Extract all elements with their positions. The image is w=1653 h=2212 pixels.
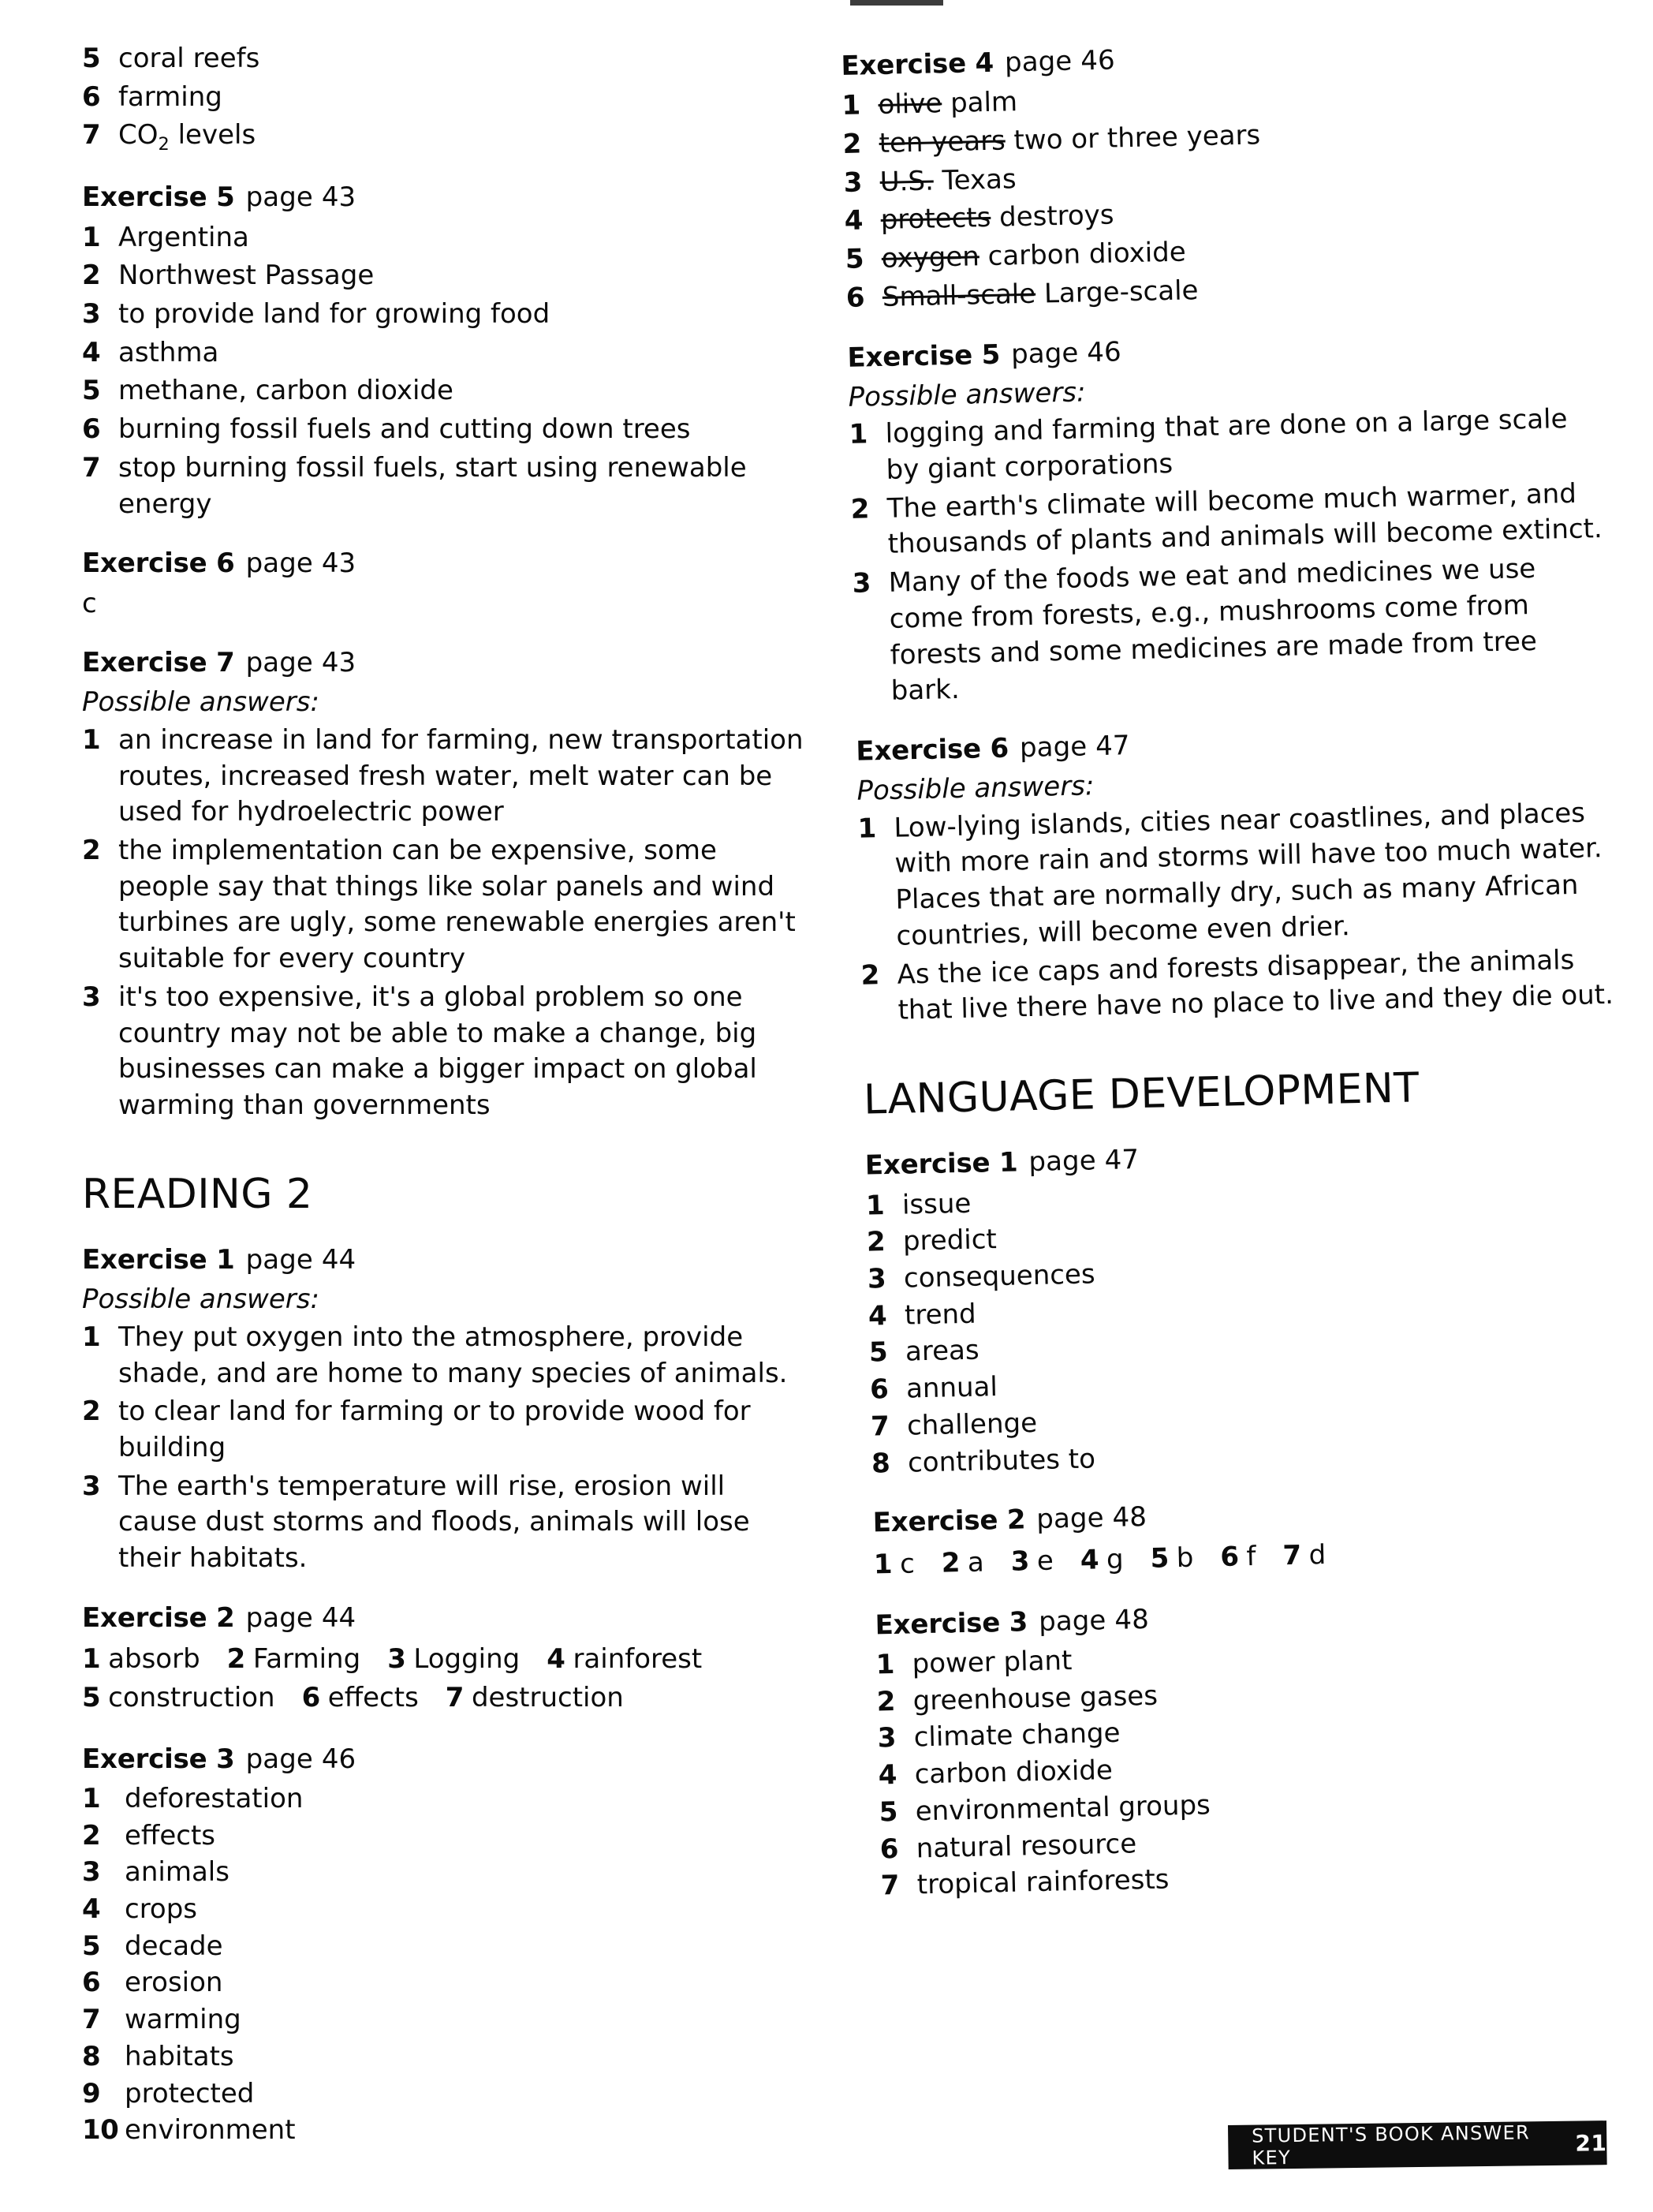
item-text: rainforest — [573, 1643, 703, 1676]
exercise-page-ref: page 48 — [1035, 1501, 1147, 1536]
list-item — [857, 795, 1618, 956]
list-item — [82, 450, 808, 522]
list-item — [82, 373, 808, 409]
list-item — [82, 980, 808, 1124]
item-number: 4 — [878, 1759, 897, 1792]
item-number: 5 — [879, 1795, 898, 1829]
exercise-heading-5 — [82, 180, 808, 215]
item-number: 2 — [850, 493, 870, 525]
item-number: 4 — [1080, 1543, 1099, 1576]
exercise-label: Exercise 2 — [872, 1504, 1026, 1539]
item-text: erosion — [125, 1967, 223, 1999]
exercise-page-ref: page 47 — [1019, 730, 1131, 764]
list-item — [82, 1929, 808, 1965]
item-text: greenhouse gases — [912, 1680, 1159, 1717]
item-number: 3 — [82, 1856, 101, 1889]
item-text: a — [967, 1546, 985, 1579]
item-number: 6 — [879, 1833, 899, 1866]
item-number: 5 — [82, 1930, 101, 1962]
item-text: Logging — [413, 1643, 521, 1676]
item-number: 1 — [82, 221, 101, 253]
item-number: 2 — [941, 1546, 961, 1579]
item-text: animals — [125, 1856, 229, 1889]
item-text: Farming — [252, 1643, 361, 1676]
item-number: 1 — [82, 1782, 101, 1814]
exercise-label: Exercise 2 — [82, 1601, 235, 1634]
item-text: consequences — [903, 1258, 1096, 1295]
item-text: methane, carbon dioxide — [118, 375, 453, 407]
item-text: areas — [905, 1335, 980, 1369]
item-text: protected — [125, 2077, 255, 2109]
list-item — [82, 1320, 808, 1392]
item-number: 2 — [860, 958, 880, 992]
list-item — [82, 258, 808, 294]
list-item — [82, 297, 808, 333]
item-text: tropical rainforests — [916, 1863, 1170, 1901]
item-number: 3 — [867, 1263, 886, 1295]
item-number: 4 — [82, 336, 101, 368]
item-text: logging and farming that are done on a large scale by giant corporations — [885, 403, 1568, 486]
item-text: e — [1036, 1545, 1054, 1577]
item-number: 7 — [1282, 1539, 1302, 1571]
list-item — [849, 401, 1607, 489]
item-number: 1 — [873, 1548, 893, 1581]
exercise-heading-6 — [82, 546, 808, 581]
item-text: natural resource — [916, 1827, 1137, 1865]
item-text: b — [1176, 1541, 1194, 1574]
item-text: Northwest Passage — [118, 260, 375, 292]
possible-answers-label: Possible answers: — [82, 1283, 319, 1316]
item-text: habitats — [125, 2040, 234, 2072]
item-number: 1 — [82, 723, 101, 756]
ld-exercise-3-answers — [875, 1631, 1638, 1905]
subscript: 2 — [158, 134, 170, 155]
item-text: destruction — [471, 1682, 624, 1714]
item-number: 3 — [852, 567, 871, 600]
exercise-heading-7 — [82, 645, 808, 680]
item-number: 7 — [870, 1411, 890, 1443]
exercise-page-ref: page 44 — [245, 1244, 356, 1276]
exercise-4-corrections — [841, 72, 1603, 316]
crop-mark — [850, 0, 943, 6]
item-number: 7 — [82, 119, 101, 151]
exercise-6-right-answers — [857, 795, 1619, 1030]
item-text: climate change — [913, 1717, 1121, 1754]
item-number: 3 — [387, 1643, 406, 1676]
item-text: predict — [902, 1224, 998, 1257]
exercise-label: Exercise 4 — [841, 47, 994, 82]
item-number: 7 — [82, 451, 101, 484]
item-number: 5 — [868, 1336, 888, 1369]
item-number: 6 — [1219, 1541, 1239, 1573]
struck-word: olive — [878, 88, 942, 121]
item-text: environmental groups — [915, 1789, 1211, 1828]
item-number: 2 — [82, 834, 101, 866]
exercise-label: Exercise 6 — [856, 732, 1009, 768]
struck-word: Small-scale — [882, 278, 1036, 313]
exercise-label: Exercise 1 — [82, 1244, 235, 1276]
list-item — [82, 1965, 808, 2001]
item-number: 4 — [844, 204, 864, 237]
possible-answers-label: Possible answers: — [82, 686, 319, 719]
struck-word: protects — [880, 202, 991, 237]
section-title-language-development: LANGUAGE DEVELOPMENT — [863, 1064, 1420, 1124]
item-number: 6 — [82, 413, 101, 446]
exercise-label: Exercise 5 — [847, 338, 1001, 374]
exercise-page-ref: page 43 — [245, 547, 356, 580]
item-text: carbon dioxide — [914, 1754, 1114, 1791]
item-number: 6 — [869, 1373, 889, 1406]
possible-answers-label: Possible answers: — [856, 770, 1095, 807]
item-number: 1 — [82, 1643, 101, 1676]
list-item — [82, 2002, 808, 2038]
item-text: $CO_2$ levels — [118, 119, 256, 155]
exercise-label: Exercise 1 — [864, 1146, 1018, 1183]
item-text: They put oxygen into the atmosphere, provide shade, and are home to many species of animals. — [118, 1321, 788, 1389]
exercise-5-answers — [82, 220, 808, 523]
item-number: 3 — [1010, 1545, 1030, 1578]
item-number: 1 — [82, 1321, 101, 1353]
item-text: The earth's climate will become much warmer, and thousands of plants and animals will become extinct. — [886, 477, 1603, 561]
continued-answer-list — [82, 41, 808, 156]
item-text: Many of the foods we eat and medicines we use come from forests, e.g., mushrooms come from forests and some medicines are made from tree bark. — [888, 553, 1538, 708]
corrected-word: two or three years — [1013, 119, 1261, 157]
exercise-page-ref: page 46 — [1010, 335, 1122, 370]
item-number: 8 — [82, 2040, 101, 2072]
item-number: 5 — [845, 243, 864, 275]
exercise-5-right-answers — [849, 401, 1612, 711]
item-text: g — [1106, 1543, 1125, 1575]
reading2-exercise-3-answers — [82, 1781, 808, 2149]
item-number: 1 — [875, 1649, 895, 1681]
item-text: an increase in land for farming, new transportation routes, increased fresh water, melt water can be used for hydroelectric power — [118, 723, 804, 828]
exercise-label: Exercise 6 — [82, 547, 235, 580]
item-number: 1 — [849, 418, 868, 451]
item-text: annual — [905, 1371, 998, 1405]
item-number: 6 — [82, 1967, 101, 1999]
list-item — [82, 833, 808, 977]
item-number: 3 — [843, 166, 863, 199]
item-number: 1 — [865, 1189, 885, 1222]
item-text: trend — [904, 1298, 977, 1332]
item-number: 6 — [82, 80, 101, 113]
item-text: decade — [125, 1930, 223, 1962]
list-item — [860, 941, 1619, 1029]
section-title-reading-2: READING 2 — [82, 1170, 313, 1218]
item-number: 5 — [1150, 1541, 1170, 1575]
exercise-page-ref: page 43 — [245, 647, 356, 679]
item-number: 4 — [868, 1299, 887, 1332]
item-text: contributes to — [907, 1443, 1096, 1479]
exercise-heading-reading2-1 — [82, 1242, 808, 1277]
item-number: 6 — [301, 1682, 320, 1714]
list-item — [850, 476, 1609, 564]
item-text: deforestation — [125, 1782, 304, 1814]
exercise-heading-reading2-2 — [82, 1601, 808, 1635]
item-number: 3 — [82, 981, 101, 1013]
item-number: 2 — [82, 1396, 101, 1428]
item-text: effects — [125, 1819, 215, 1851]
item-text: asthma — [118, 336, 219, 368]
list-item — [82, 2039, 808, 2076]
item-text: f — [1246, 1540, 1256, 1572]
corrected-word: destroys — [998, 199, 1114, 234]
corrected-word: palm — [950, 86, 1018, 120]
list-item — [82, 1892, 808, 1928]
item-number: 1 — [841, 89, 861, 122]
item-number: 2 — [226, 1643, 245, 1676]
item-number: 2 — [876, 1685, 896, 1718]
item-text: the implementation can be expensive, some people say that things like solar panels and wind turbines are ugly, some renewable energies aren't suitable for every country — [118, 834, 796, 975]
exercise-7-answers — [82, 723, 808, 1124]
item-number: 8 — [871, 1447, 890, 1480]
item-number: 3 — [877, 1722, 897, 1754]
exercise-label: Exercise 7 — [82, 647, 235, 679]
item-number: 2 — [842, 128, 862, 160]
exercise-page-ref: page 46 — [1004, 44, 1116, 79]
item-text: d — [1308, 1538, 1327, 1571]
possible-answers-label: Possible answers: — [848, 376, 1086, 413]
exercise-heading-reading2-3 — [82, 1742, 808, 1777]
item-number: 5 — [82, 43, 101, 74]
struck-word: oxygen — [881, 241, 980, 275]
exercise-page-ref: page 47 — [1028, 1144, 1140, 1179]
item-text: burning fossil fuels and cutting down trees — [118, 413, 691, 446]
item-number: 3 — [82, 298, 101, 331]
item-text: warming — [125, 2004, 241, 2036]
list-item — [82, 2113, 808, 2149]
item-text: coral reefs — [118, 43, 260, 74]
list-item — [82, 118, 808, 156]
item-number: 5 — [82, 375, 101, 407]
inline-answer-row — [82, 1640, 808, 1679]
corrected-word: carbon dioxide — [987, 236, 1187, 273]
list-item — [82, 335, 808, 372]
item-text: absorb — [108, 1643, 200, 1676]
item-text: power plant — [912, 1645, 1073, 1680]
list-item — [82, 41, 808, 77]
exercise-page-ref: page 48 — [1038, 1603, 1150, 1638]
reading2-exercise-1-answers — [82, 1320, 808, 1577]
list-item — [82, 2076, 808, 2113]
item-number: 4 — [82, 1893, 101, 1925]
item-number: 7 — [445, 1682, 464, 1714]
list-item — [82, 412, 808, 448]
item-number: 3 — [82, 1470, 101, 1502]
item-text: environment — [125, 2114, 296, 2147]
item-text: construction — [108, 1682, 275, 1714]
item-number: 4 — [547, 1643, 565, 1676]
item-number: 2 — [82, 260, 101, 292]
item-number: 1 — [857, 812, 877, 845]
item-number: 7 — [82, 2004, 101, 2036]
item-number: 2 — [866, 1226, 886, 1258]
footer-label: STUDENT'S BOOK ANSWER KEY — [1251, 2121, 1531, 2169]
item-text: The earth's temperature will rise, erosion will cause dust storms and floods, animals will lose their habitats. — [118, 1470, 750, 1575]
list-item — [82, 80, 808, 116]
item-text: it's too expensive, it's a global problem so one country may not be able to make a change, big businesses can make a bigger impact on global warming than governments — [118, 981, 757, 1121]
item-text: As the ice caps and forests disappear, the animals that live there have no place to live and they die out. — [897, 943, 1614, 1027]
exercise-label: Exercise 5 — [82, 181, 235, 214]
item-text: Low-lying islands, cities near coastlines, and places with more rain and storms will have too much water. Places that are normally dry, such as many African countries, will become even drier. — [894, 797, 1603, 952]
exercise-label: Exercise 3 — [82, 1743, 235, 1775]
ld-exercise-1-answers — [866, 1171, 1629, 1482]
corrected-word: Texas — [942, 163, 1017, 196]
list-item — [852, 550, 1612, 711]
exercise-label: Exercise 3 — [875, 1606, 1028, 1642]
item-number: 10 — [82, 2114, 119, 2147]
inline-answer-row — [82, 1679, 808, 1717]
item-text: to provide land for growing food — [118, 298, 550, 331]
item-text: issue — [901, 1187, 972, 1221]
left-column — [82, 41, 808, 2150]
footer-banner — [1228, 2120, 1607, 2169]
list-item — [82, 1781, 808, 1818]
item-text: crops — [125, 1893, 198, 1925]
item-number: 7 — [880, 1870, 900, 1902]
exercise-6-answer: c — [82, 587, 97, 619]
list-item — [82, 723, 808, 831]
page-number: 21 — [1575, 2129, 1607, 2157]
list-item — [82, 1394, 808, 1466]
list-item — [82, 1855, 808, 1891]
item-text: challenge — [906, 1407, 1038, 1442]
item-text: Argentina — [118, 221, 249, 253]
right-column — [841, 32, 1638, 1905]
item-number: 6 — [845, 282, 865, 314]
list-item — [82, 220, 808, 256]
item-number: 5 — [82, 1682, 101, 1714]
item-text: farming — [118, 80, 222, 113]
exercise-page-ref: page 44 — [245, 1601, 356, 1634]
item-number: 2 — [82, 1819, 101, 1851]
item-number: 9 — [82, 2077, 101, 2109]
list-item — [82, 1469, 808, 1577]
item-text: to clear land for farming or to provide wood for building — [118, 1396, 751, 1463]
struck-word: U.S. — [879, 165, 935, 198]
corrected-word: Large-scale — [1043, 274, 1199, 310]
item-text: stop burning fossil fuels, start using renewable energy — [118, 451, 747, 520]
exercise-page-ref: page 46 — [245, 1743, 356, 1775]
exercise-page-ref: page 43 — [245, 181, 356, 214]
struck-word: ten years — [879, 125, 1006, 159]
list-item — [82, 1818, 808, 1855]
item-text: effects — [327, 1682, 419, 1714]
item-text: c — [899, 1547, 916, 1580]
